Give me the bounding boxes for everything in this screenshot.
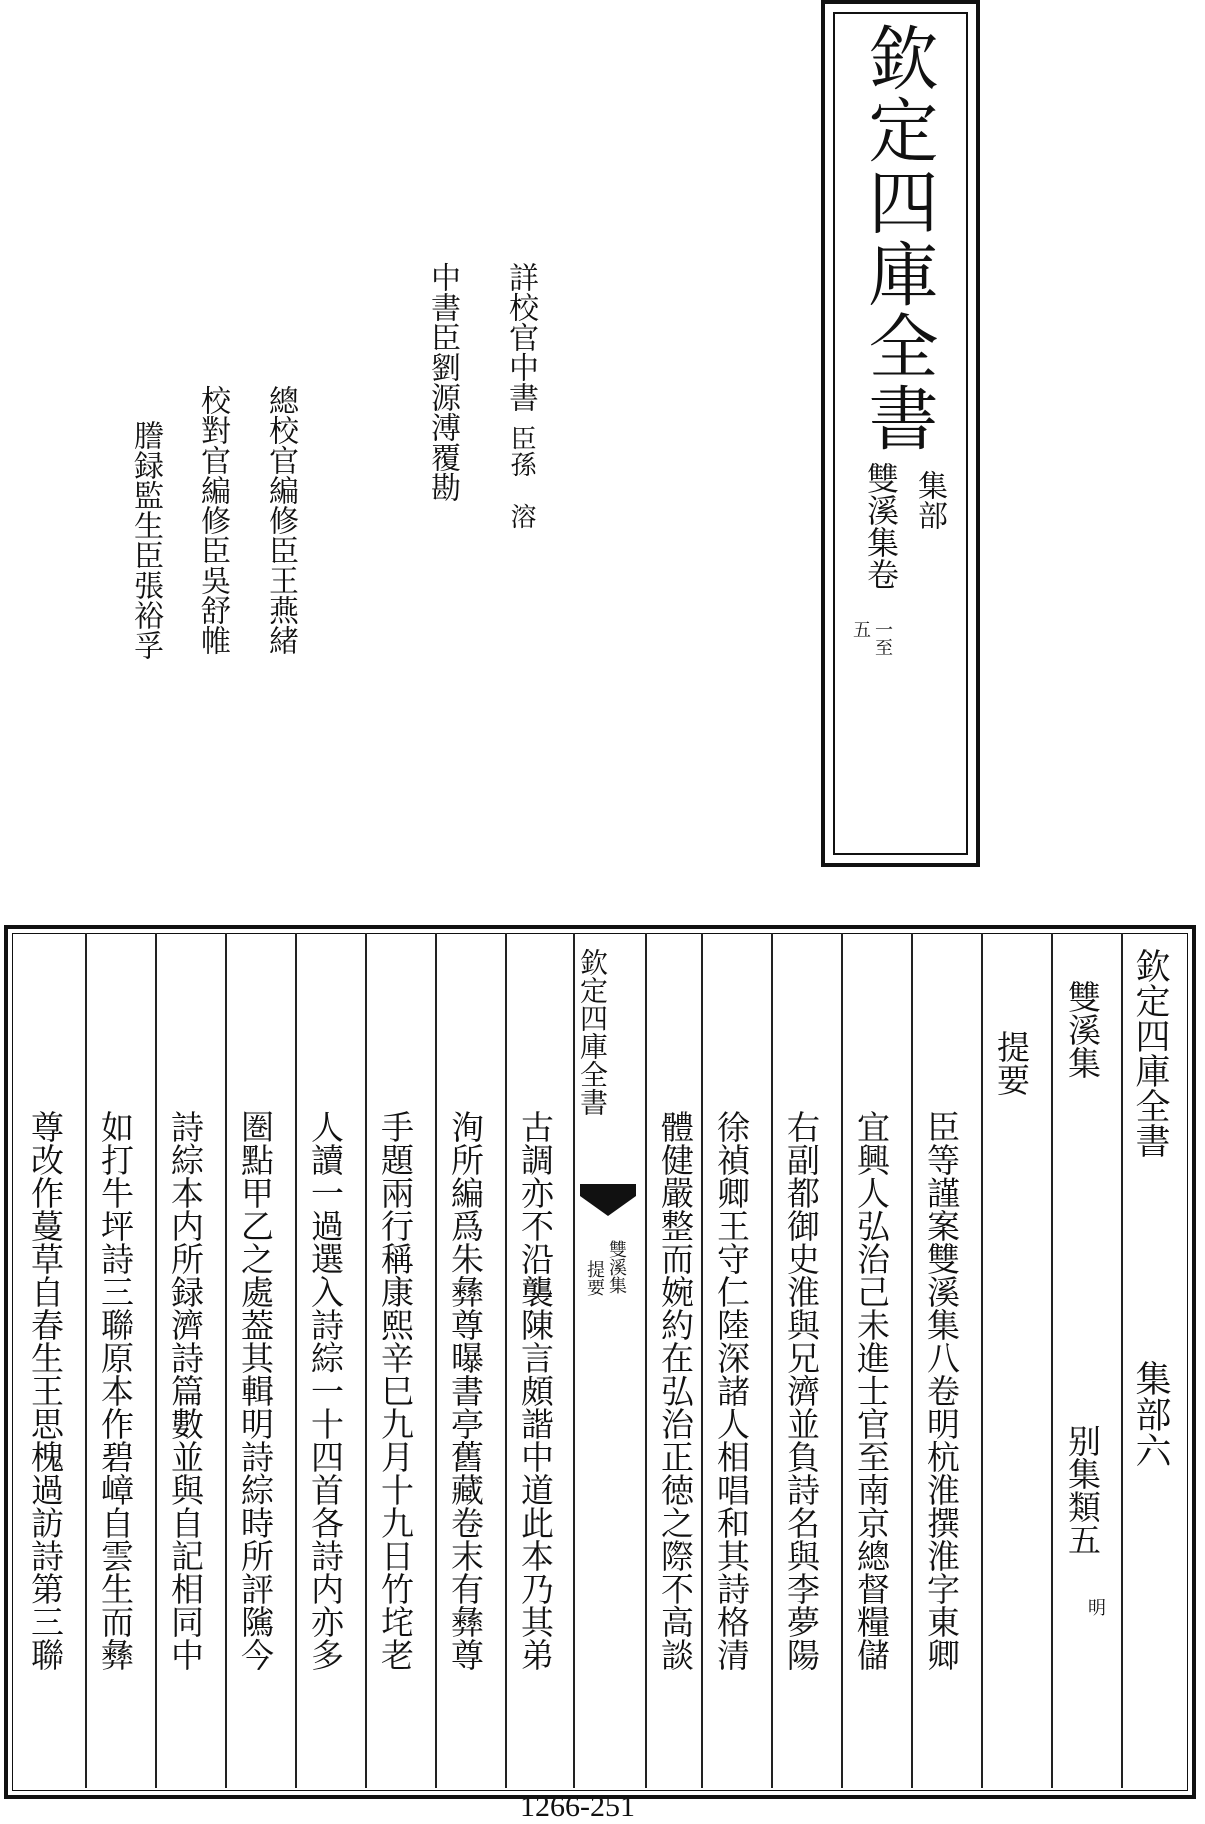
page-category: 别集類五	[1063, 1424, 1102, 1556]
column-rule	[981, 933, 983, 1788]
body-column: 如打牛坪詩三聯原本作碧嶂自雲生而彝	[96, 1110, 135, 1671]
page-section: 集部六	[1130, 1360, 1171, 1468]
body-column: 宜興人弘治己未進士官至南京總督糧儲	[852, 1110, 891, 1671]
column-rule	[911, 933, 913, 1788]
tiyao-heading: 提要	[992, 1030, 1031, 1096]
column-rule	[365, 933, 367, 1788]
collator: 校對官編修臣吳舒帷	[195, 385, 230, 655]
body-column: 臣等謹案雙溪集八卷明杭淮撰淮字東卿	[922, 1110, 961, 1671]
column-rule	[85, 933, 87, 1788]
body-column: 圏點甲乙之處葢其輯明詩綜時所評隲今	[236, 1110, 275, 1671]
proofreader-1-title: 詳校官中書	[503, 262, 538, 412]
column-rule	[1121, 933, 1123, 1788]
proofreader-2: 中書臣劉源溥覆勘	[425, 262, 460, 502]
slip-volume-range-bottom: 五	[850, 620, 871, 638]
column-rule	[573, 933, 575, 1788]
center-book-title: 雙溪集	[606, 1240, 627, 1294]
center-label: 提要	[584, 1260, 605, 1296]
slip-book-title: 雙溪集卷	[862, 462, 900, 590]
center-title: 欽定四庫全書	[576, 948, 609, 1116]
body-column: 洵所編爲朱彝尊曝書亭舊藏卷末有彝尊	[446, 1110, 485, 1671]
proofreader-1-name: 臣孫 溶	[506, 425, 536, 529]
page-number: 1266-251	[520, 1790, 635, 1823]
column-rule	[645, 933, 647, 1788]
chief-editor: 總校官編修臣王燕緒	[263, 385, 298, 655]
column-rule	[435, 933, 437, 1788]
page-dynasty: 明	[1085, 1598, 1106, 1616]
body-column: 古調亦不沿襲陳言頗諧中道此本乃其弟	[516, 1110, 555, 1671]
body-column: 手題兩行稱康熙辛巳九月十九日竹垞老	[376, 1110, 415, 1671]
slip-volume-range-top: 一至	[872, 620, 893, 656]
body-column: 人讀一過選入詩綜一十四首各詩内亦多	[306, 1110, 345, 1671]
column-rule	[225, 933, 227, 1788]
body-column: 體健嚴整而婉約在弘治正徳之際不高談	[656, 1110, 695, 1671]
column-rule	[155, 933, 157, 1788]
column-rule	[505, 933, 507, 1788]
page-book-title: 雙溪集	[1063, 980, 1102, 1079]
column-rule	[771, 933, 773, 1788]
column-rule	[841, 933, 843, 1788]
column-rule	[701, 933, 703, 1788]
copyist: 謄録監生臣張裕孚	[128, 420, 163, 660]
column-rule	[1051, 933, 1053, 1788]
column-rule	[295, 933, 297, 1788]
body-column: 尊改作蔓草自春生王思槐過訪詩第三聯	[26, 1110, 65, 1671]
slip-category: 集部	[912, 470, 947, 530]
main-title: 欽定四庫全書	[857, 22, 939, 454]
body-column: 詩綜本内所録濟詩篇數並與自記相同中	[166, 1110, 205, 1671]
body-column: 徐禎卿王守仁陸深諸人相唱和其詩格清	[712, 1110, 751, 1671]
page-header-title: 欽定四庫全書	[1130, 948, 1170, 1158]
fish-tail-mark	[580, 1184, 636, 1196]
body-column: 右副都御史淮與兄濟並負詩名與李夢陽	[782, 1110, 821, 1671]
